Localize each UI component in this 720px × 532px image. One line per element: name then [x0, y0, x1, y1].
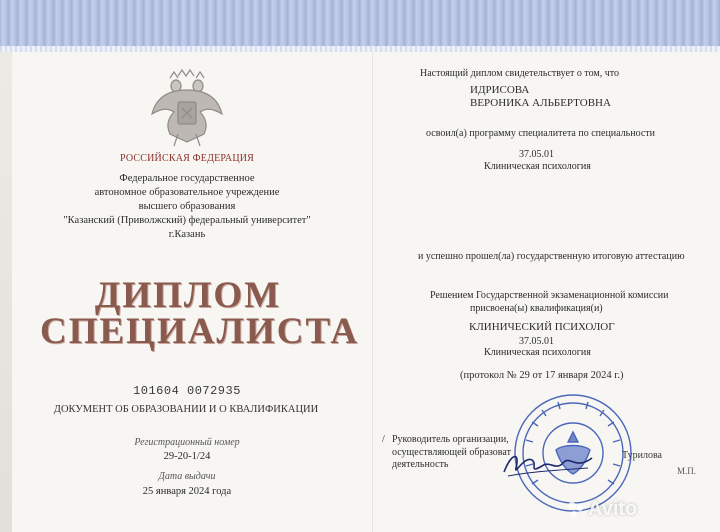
specialty-code: 37.05.01 — [519, 149, 554, 160]
signature-slash: / — [382, 434, 385, 445]
issue-date-label: Дата выдачи — [158, 471, 216, 482]
head-surname: Турилова — [622, 450, 662, 461]
attestation-text: и успешно прошел(ла) государственную итоговую аттестацию — [418, 251, 685, 262]
certifies-text: Настоящий диплом свидетельствует о том, что — [420, 68, 619, 79]
diploma-subtitle: СПЕЦИАЛИСТА — [40, 311, 360, 352]
mastered-program-text: освоил(а) программу специалитета по специальности — [426, 128, 655, 139]
city: г.Казань — [168, 229, 206, 240]
country-name: РОССИЙСКАЯ ФЕДЕРАЦИЯ — [119, 153, 255, 164]
graduate-surname: ИДРИСОВА — [470, 84, 530, 96]
commission-decision-text: Решением Государственной экзаменационной комиссии — [430, 290, 669, 301]
registration-number: 29-20-1/24 — [163, 451, 211, 462]
qualification-assigned-text: присвоена(ы) квалификация(и) — [470, 303, 603, 314]
university-name: "Казанский (Приволжский) федеральный университет" — [63, 215, 311, 226]
diploma-title: ДИПЛОМ — [94, 275, 282, 316]
avito-logo-icon — [566, 500, 586, 520]
document-type: ДОКУМЕНТ ОБ ОБРАЗОВАНИИ И О КВАЛИФИКАЦИИ — [53, 404, 319, 415]
qualification: КЛИНИЧЕСКИЙ ПСИХОЛОГ — [469, 321, 615, 333]
institution-line-3: высшего образования — [138, 201, 236, 212]
registration-label: Регистрационный номер — [134, 437, 240, 448]
qualification-specialty: Клиническая психология — [484, 347, 591, 358]
protocol-reference: (протокол № 29 от 17 января 2024 г.) — [460, 370, 624, 381]
head-title-line-1: Руководитель организации, — [392, 434, 509, 445]
page-edge — [0, 52, 12, 532]
avito-watermark: Avito — [588, 498, 638, 520]
serial-number: 101604 0072935 — [133, 384, 241, 398]
head-title-line-2: осуществляющей образоват — [392, 447, 511, 458]
signature-icon — [498, 446, 598, 480]
head-title-line-3: деятельность — [392, 459, 449, 470]
issue-date: 25 января 2024 года — [142, 486, 232, 497]
specialty-name: Клиническая психология — [484, 161, 591, 172]
qualification-code: 37.05.01 — [519, 336, 554, 347]
graduate-given-names: ВЕРОНИКА АЛЬБЕРТОВНА — [470, 97, 611, 109]
page-fold — [372, 52, 373, 532]
seal-place-mark: М.П. — [677, 466, 697, 476]
institution-line-1: Федеральное государственное — [119, 173, 255, 184]
coat-of-arms-icon — [148, 68, 226, 150]
top-decorative-band — [0, 0, 720, 52]
institution-line-2: автономное образовательное учреждение — [94, 187, 280, 198]
